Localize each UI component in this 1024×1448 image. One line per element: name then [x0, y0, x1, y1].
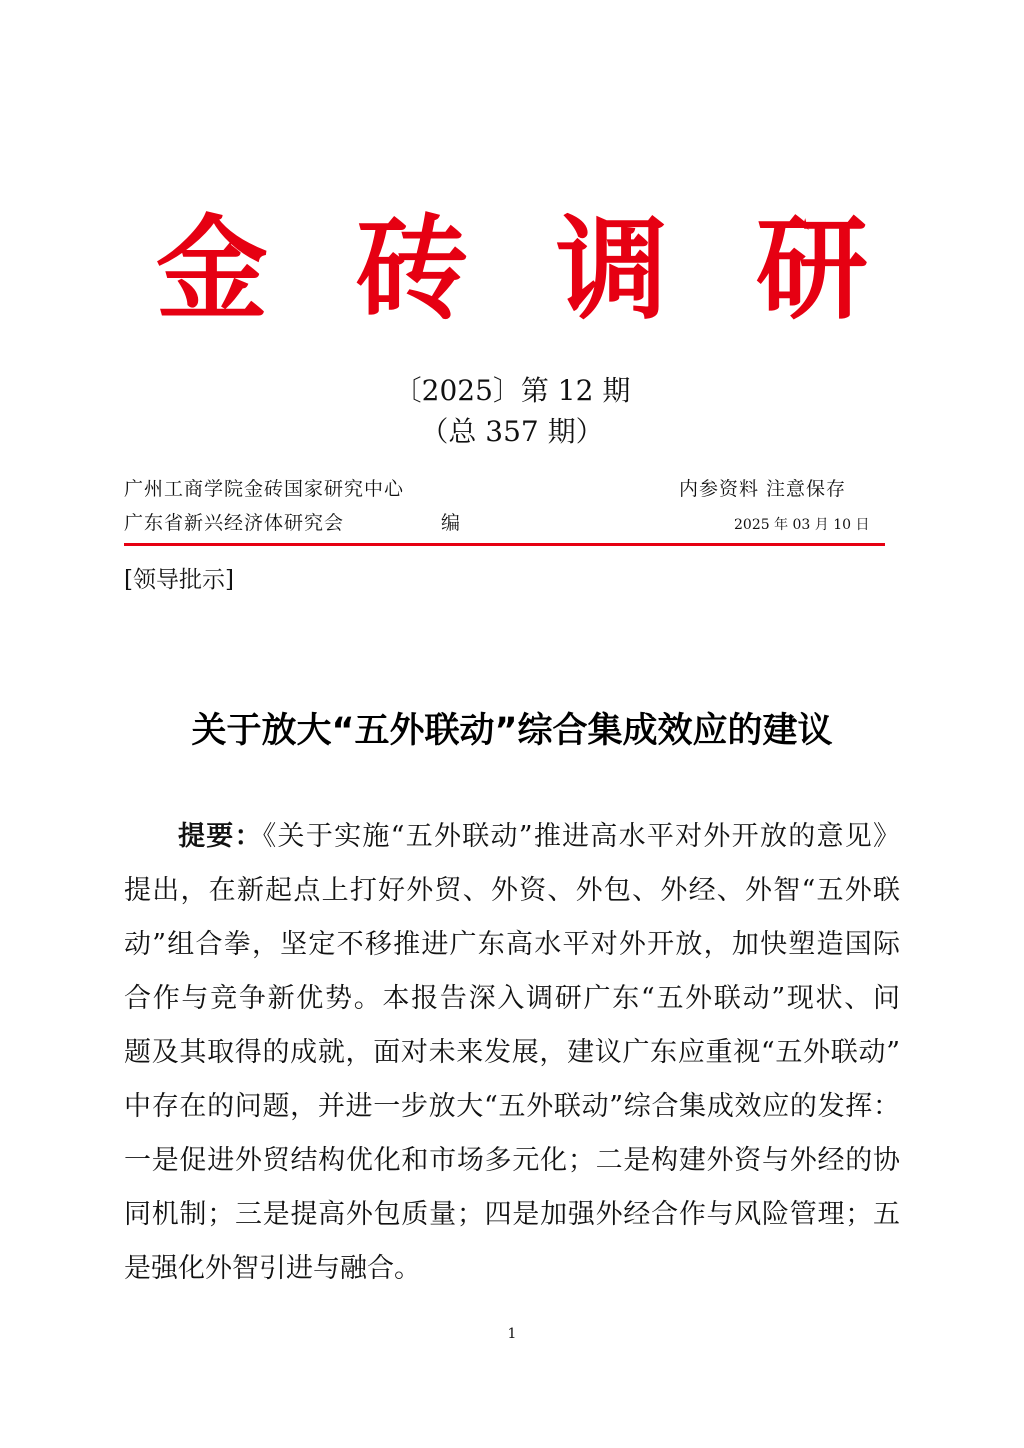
abstract-line: 提出，在新起点上打好外贸、外资、外包、外经、外智“五外联 — [124, 875, 900, 906]
abstract-line — [124, 810, 900, 864]
internal-notice: 内参资料 注意保存 — [679, 478, 847, 500]
editor-label: 编 — [441, 512, 461, 534]
issue-total: （总 357 期） — [420, 415, 604, 448]
masthead-char: 调 — [556, 204, 668, 335]
publisher-org-2: 广东省新兴经济体研究会 — [124, 512, 345, 534]
leader-instruction-label: [领导批示] — [124, 567, 234, 593]
publisher-org-1: 广州工商学院金砖国家研究中心 — [124, 478, 405, 500]
masthead-char: 研 — [756, 204, 868, 335]
header-divider — [124, 543, 885, 546]
masthead-char: 砖 — [356, 204, 468, 335]
document-title: 关于放大“五外联动”综合集成效应的建议 — [191, 711, 833, 751]
masthead — [0, 205, 1024, 335]
masthead-char: 金 — [156, 204, 268, 335]
abstract-line: 题及其取得的成就，面对未来发展，建议广东应重视“五外联动” — [124, 1037, 900, 1068]
abstract-line: 中存在的问题，并进一步放大“五外联动”综合集成效应的发挥： — [124, 1091, 900, 1122]
abstract-line: 合作与竞争新优势。本报告深入调研广东“五外联动”现状、问 — [124, 983, 900, 1014]
abstract-line: 动”组合拳，坚定不移推进广东高水平对外开放，加快塑造国际 — [124, 929, 900, 960]
page-number: 1 — [507, 1326, 517, 1342]
abstract — [124, 810, 900, 1296]
abstract-line: 同机制；三是提高外包质量；四是加强外经合作与风险管理；五 — [124, 1199, 900, 1230]
abstract-line-text: 《关于实施“五外联动”推进高水平对外开放的意见》 — [262, 821, 900, 852]
publish-date: 2025 年 03 月 10 日 — [734, 517, 870, 533]
abstract-line: 是强化外智引进与融合。 — [124, 1253, 421, 1284]
abstract-label: 提要： — [178, 821, 263, 852]
issue-number: 〔2025〕第 12 期 — [393, 374, 631, 407]
abstract-line: 一是促进外贸结构优化和市场多元化；二是构建外资与外经的协 — [124, 1145, 900, 1176]
